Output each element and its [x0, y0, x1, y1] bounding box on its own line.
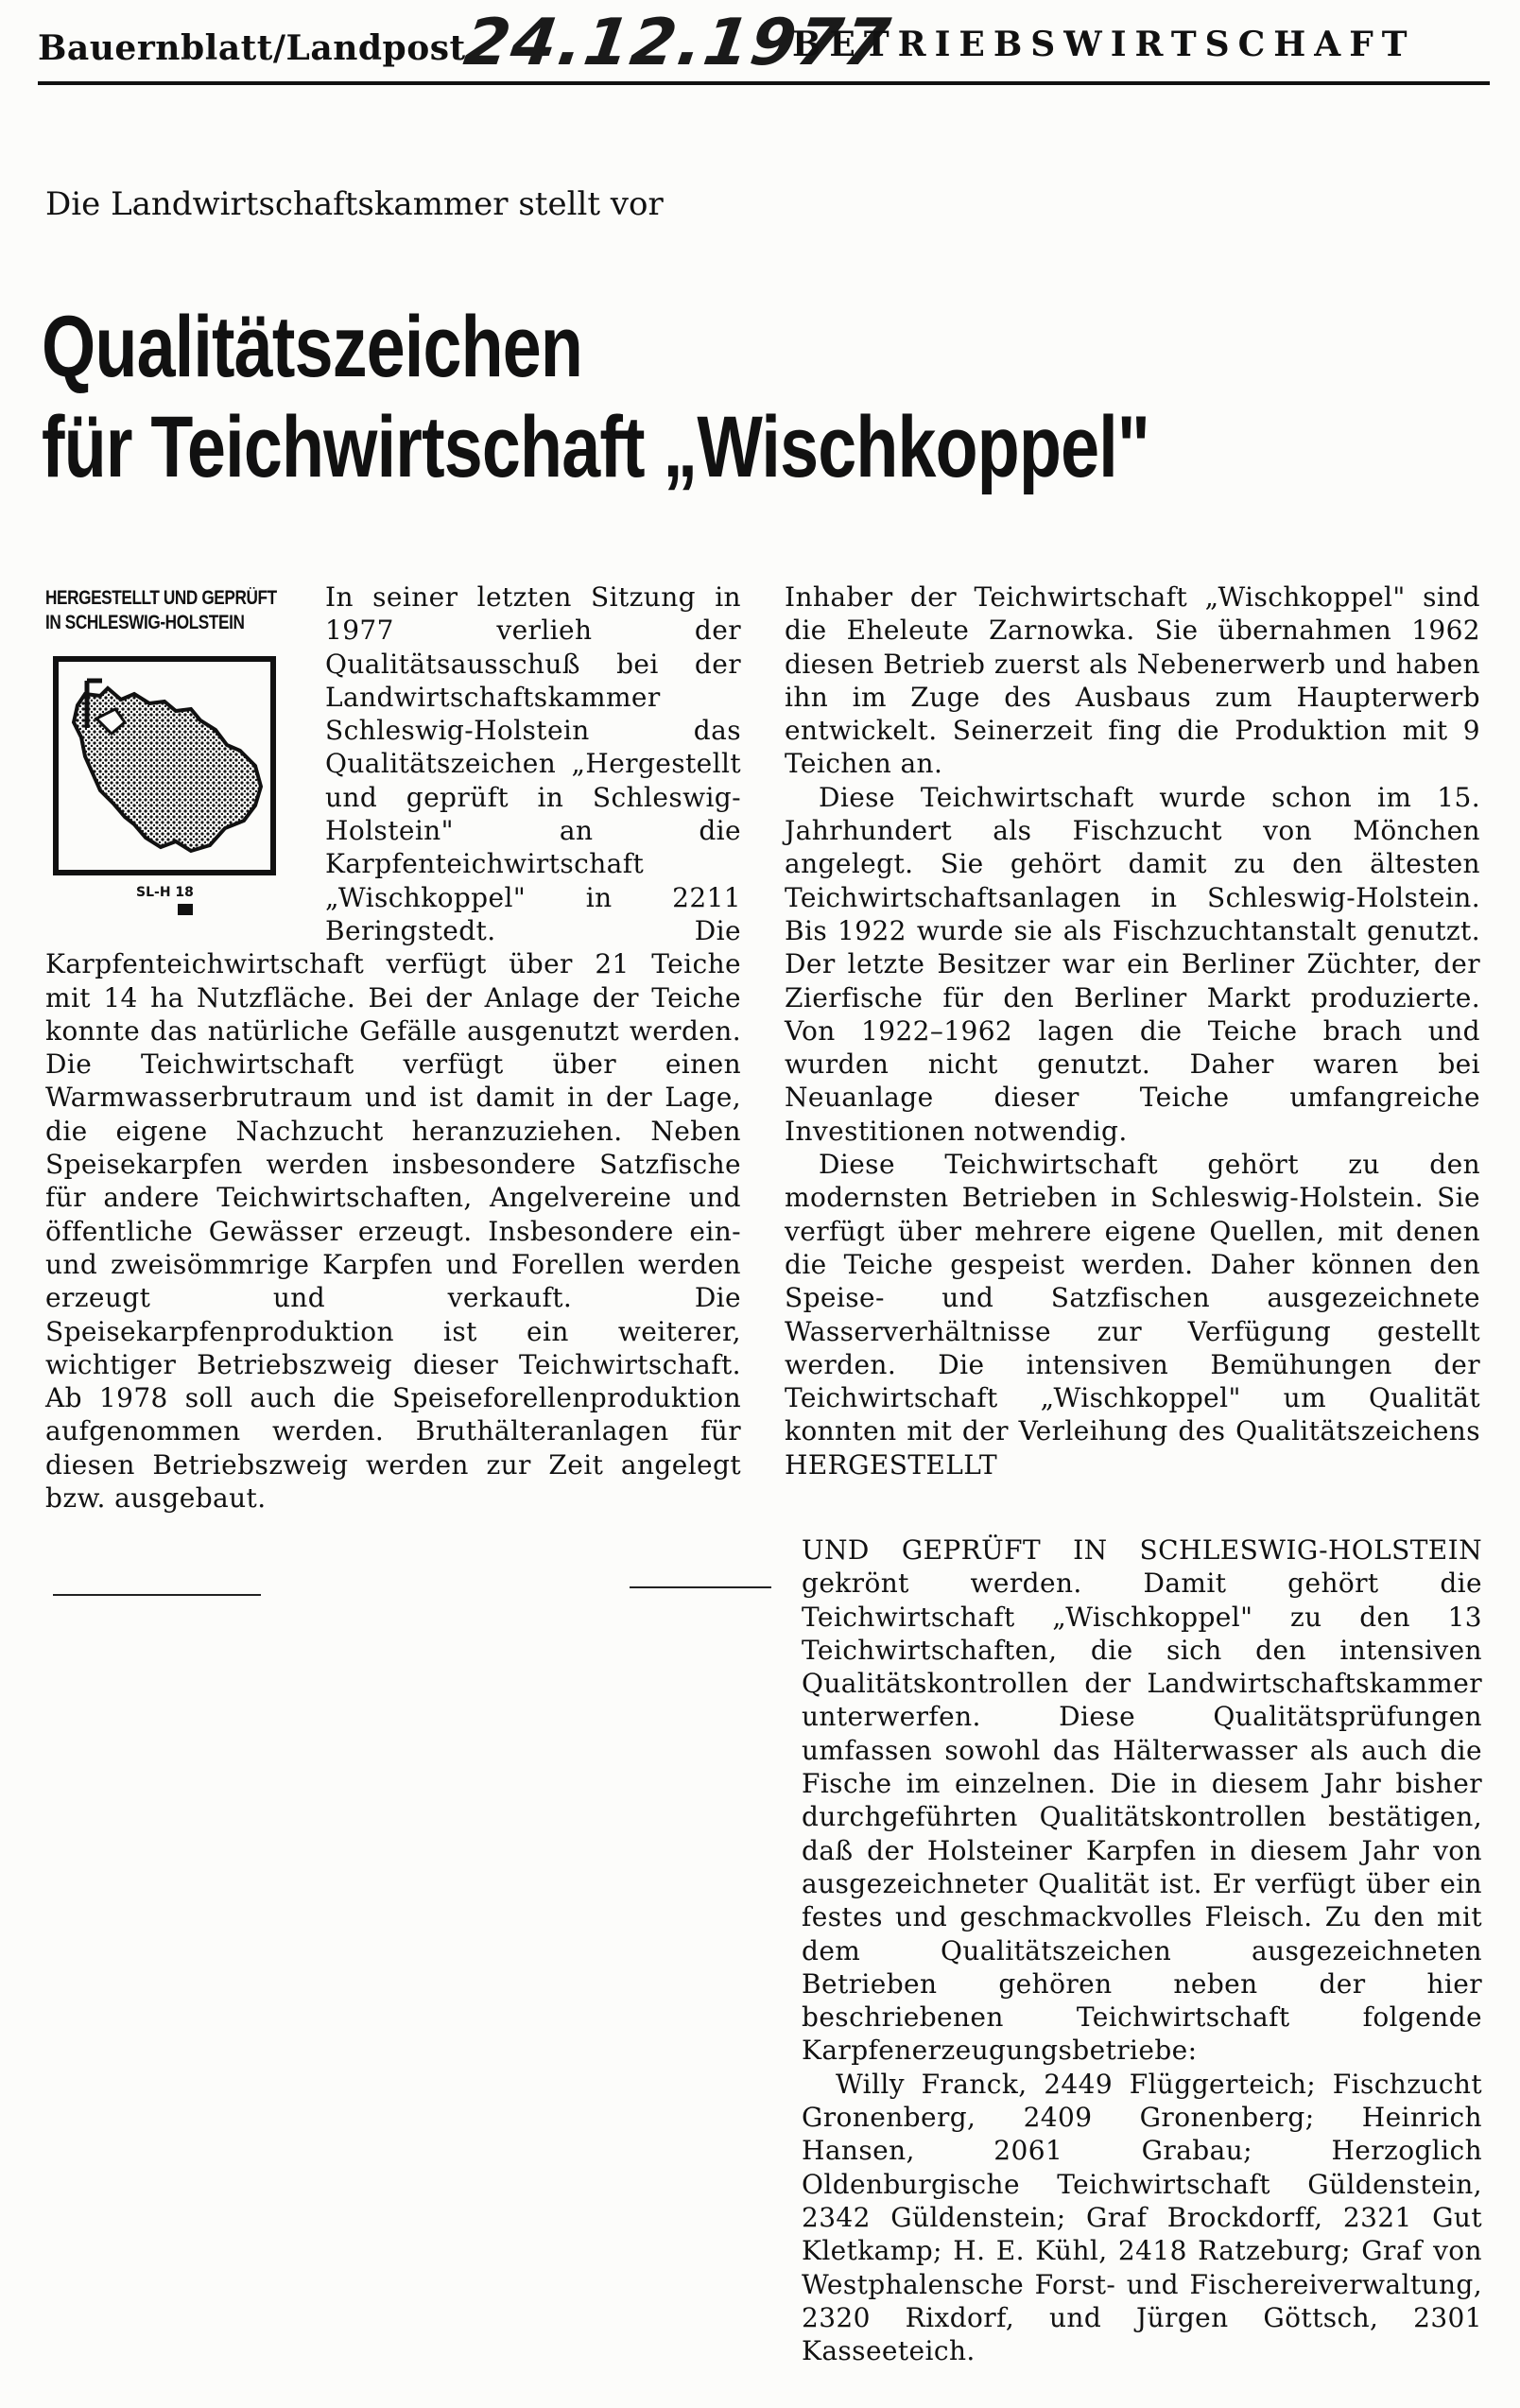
right-paragraph-1: Inhaber der Teichwirtschaft „Wischkoppel" sind die Eheleute Zarnowka. Sie übernahmen 1962 diesen Betrieb zuerst als Nebenerwerb und haben ihn im Zuge des Ausbaus zum Haupterwerb entwickelt. Seinerzeit fing die Produktion mit 9 Teichen an. [785, 581, 1480, 780]
article-column-left [45, 580, 741, 1515]
article-column-right [785, 580, 1480, 1481]
kicker: Die Landwirtschaftskammer stellt vor [45, 185, 664, 223]
right-paragraph-3: Diese Teichwirtschaft gehört zu den modernsten Betrieben in Schleswig-Holstein. Sie verfügt über mehrere eigene Quellen, mit denen die Teiche gespeist werden. Daher können den Speise- und Satzfischen ausgezeichnete Wasserverhältnisse zur Verfügung gestellt werden. Die intensiven Bemühungen der Teichwirtschaft „Wischkoppel" um Qualität konnten mit der Verleihung des Qualitätszeichens HERGESTELLT [785, 1149, 1480, 1481]
article-column-continued [802, 1533, 1482, 2367]
continued-paragraph-1: UND GEPRÜFT IN SCHLESWIG-HOLSTEIN gekrönt werden. Damit gehört die Teichwirtschaft „Wischkoppel" zu den 13 Teichwirtschaften, die sich den intensiven Qualitätskontrollen der Landwirtschaftskammer unterwerfen. Diese Qualitätsprüfungen umfassen sowohl das Hälterwasser als auch die Fische im einzelnen. Die in diesem Jahr bisher durchgeführten Qualitätskontrollen bestätigen, daß der Holsteiner Karpfen in diesem Jahr von ausgezeichneter Qualität ist. Er verfügt über ein festes und geschmackvolles Fleisch. Zu den mit dem Qualitätszeichen ausgezeichneten Betrieben gehören neben der hier beschriebenen Teichwirtschaft folgende Karpfenerzeugungsbetriebe: [802, 1534, 1482, 2067]
handwritten-date: 24.12.1977 [459, 6, 896, 80]
headline-line-2: für Teichwirtschaft „Wischkoppel" [42, 399, 1149, 495]
headline-line-1: Qualitätszeichen [42, 299, 583, 395]
logo-text-line-2: IN SCHLESWIG-HOLSTEIN [45, 612, 245, 633]
right-paragraph-2: Diese Teichwirtschaft wurde schon im 15. Jahrhundert als Fischzucht von Mönchen angelegt. Sie gehört damit zu den ältesten Teichwirtschaftsanlagen in Schleswig-Holstein. Bis 1922 wurde sie als Fischzuchtanstalt genutzt. Der letzte Besitzer war ein Berliner Züchter, der Zierfische für den Berliner Markt produzierte. Von 1922–1962 lagen die Teiche brach und wurden nicht genutzt. Daher waren bei Neuanlage dieser Teiche umfangreiche Investitionen notwendig. [785, 781, 1480, 1147]
left-paragraph-1: In seiner letzten Sitzung in 1977 verlieh der Qualitätsausschuß bei der Landwirtschaftskammer Schleswig-Holstein das Qualitätszeichen „Hergestellt und geprüft in Schleswig-Holstein" an die Karpfenteichwirtschaft „Wischkoppel" in 2211 Beringstedt. Die Karpfenteichwirtschaft verfügt über 21 Teiche mit 14 ha Nutzfläche. Bei der Anlage der Teiche konnte das natürliche Gefälle ausgenutzt werden. Die Teichwirtschaft verfügt über einen Warmwasserbrutraum und ist damit in der Lage, die eigene Nachzucht heranzuziehen. Neben Speisekarpfen werden insbesondere Satzfische für andere Teichwirtschaften, Angelvereine und öffentliche Gewässer erzeugt. Insbesondere ein- und zweisömmrige Karpfen und Forellen werden erzeugt und verkauft. Die Speisekarpfenproduktion ist ein weiterer, wichtiger Betriebszweig dieser Teichwirtschaft. Ab 1978 soll auch die Speiseforellenproduktion aufgenommen werden. Bruthälteranlagen für diesen Betriebszweig werden zur Zeit angelegt bzw. ausgebaut. [45, 581, 741, 1515]
column-end-rule-middle [630, 1586, 771, 1588]
logo-registration-mark: SL-H 18 [136, 885, 194, 900]
logo-text-line-1: HERGESTELLT UND GEPRÜFT [45, 587, 277, 609]
headline [42, 297, 1149, 497]
column-end-rule-left [53, 1594, 261, 1596]
publication-name: Bauernblatt/Landpost [38, 28, 466, 68]
section-title: BETRIEBSWIRTSCHAFT [792, 25, 1416, 64]
header-rule [38, 81, 1490, 85]
logo-float-spacer [45, 580, 325, 921]
continued-paragraph-2: Willy Franck, 2449 Flüggerteich; Fischzucht Gronenberg, 2409 Gronenberg; Heinrich Hansen, 2061 Grabau; Herzoglich Oldenburgische Teichwirtschaft Güldenstein, 2342 Güldenstein; Graf Brockdorff, 2321 Gut Kletkamp; H. E. Kühl, 2418 Ratzeburg; Graf von Westphalensche Forst- und Fischereiverwaltung, 2320 Rixdorf, und Jürgen Göttsch, 2301 Kasseeteich. [802, 2068, 1482, 2367]
